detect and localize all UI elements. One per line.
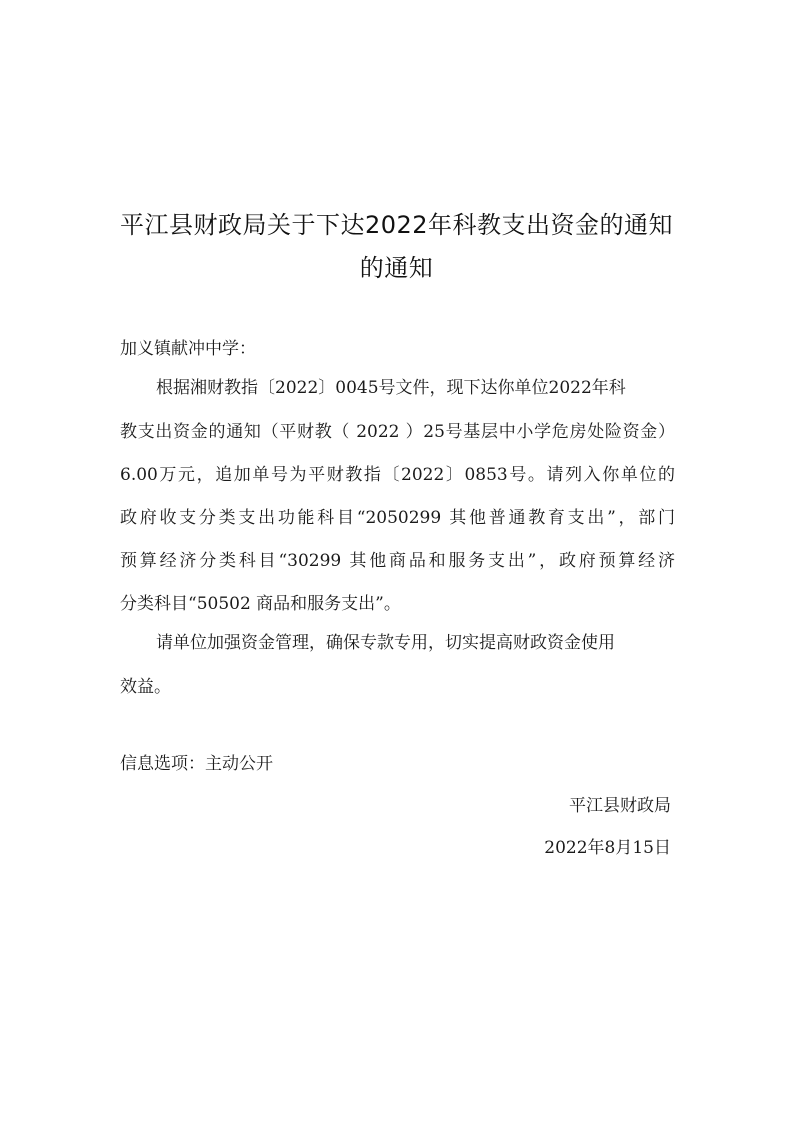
paragraph-1-line-3: 6.00万元，追加单号为平财教指〔2022〕0853号。请列入你单位的 [120, 465, 675, 485]
paragraph-1-line-4: 政府收支分类支出功能科目“2050299 其他普通教育支出”，部门 [120, 508, 675, 528]
paragraph-2-line-1: 请单位加强资金管理，确保专款专用，切实提高财政资金使用 [156, 633, 615, 653]
salutation: 加义镇献冲中学： [120, 339, 256, 359]
paragraph-1-line-6: 分类科目“50502 商品和服务支出”。 [120, 594, 401, 614]
issuer-signature: 平江县财政局 [569, 796, 671, 816]
paragraph-1-line-5: 预算经济分类科目“30299 其他商品和服务支出”，政府预算经济 [120, 551, 675, 571]
issue-date: 2022年8月15日 [544, 838, 671, 858]
paragraph-2-line-2: 效益。 [120, 677, 171, 697]
paragraph-1-line-1: 根据湘财教指〔2022〕0045号文件，现下达你单位2022年科 [156, 378, 626, 398]
disclosure-option: 信息选项：主动公开 [120, 754, 273, 774]
paragraph-1-line-2: 教支出资金的通知（平财教（ 2022 ）25号基层中小学危房处险资金） [120, 422, 675, 442]
document-title-line-1: 平江县财政局关于下达2022年科教支出资金的通知 [119, 211, 674, 239]
document-title-line-2: 的通知 [359, 254, 434, 282]
